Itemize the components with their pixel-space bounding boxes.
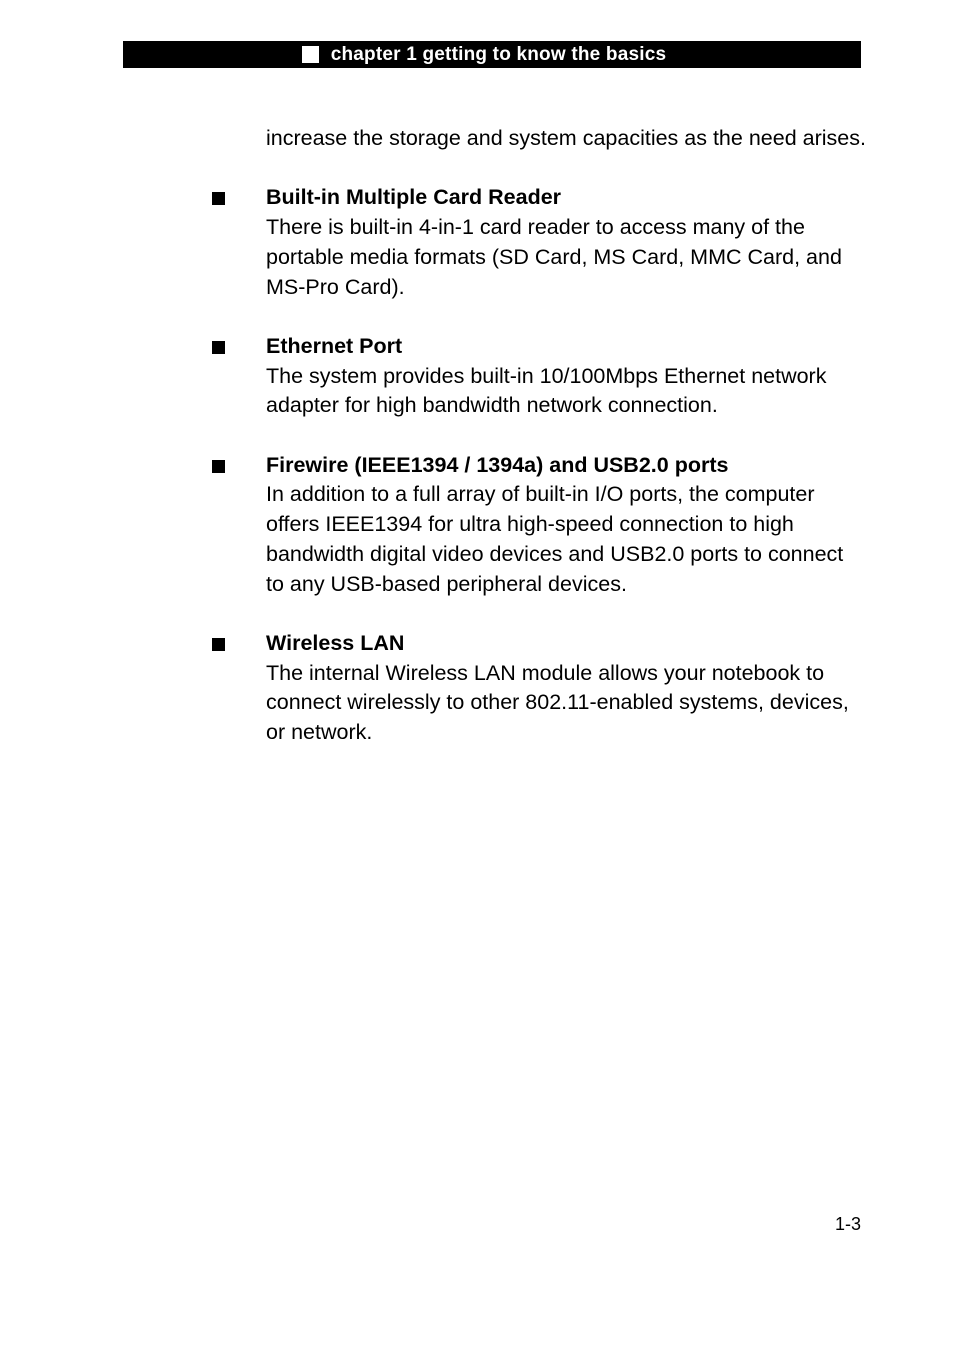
feature-title: Ethernet Port — [266, 333, 403, 358]
feature-item-firewire-usb — [266, 451, 866, 600]
page-content — [266, 124, 866, 748]
square-bullet-icon — [212, 638, 225, 651]
feature-description: The system provides built-in 10/100Mbps Ethernet network adapter for high bandwidth network connection. — [266, 363, 827, 418]
feature-title: Firewire (IEEE1394 / 1394a) and USB2.0 ports — [266, 452, 729, 477]
square-bullet-icon — [212, 192, 225, 205]
feature-description: The internal Wireless LAN module allows your notebook to connect wirelessly to other 802.11-enabled systems, devices, or network. — [266, 660, 849, 744]
chapter-title: chapter 1 getting to know the basics — [330, 43, 667, 65]
feature-title: Built-in Multiple Card Reader — [266, 185, 562, 210]
feature-item-wireless-lan — [266, 629, 866, 748]
feature-item-card-reader — [266, 183, 866, 302]
square-bullet-icon — [212, 341, 225, 354]
intro-paragraph: increase the storage and system capacities as the need arises. — [266, 126, 866, 150]
feature-title: Wireless LAN — [266, 630, 405, 655]
chapter-header-bar — [123, 41, 861, 68]
feature-description: In addition to a full array of built-in I/O ports, the computer offers IEEE1394 for ultra high-speed connection to high bandwidth digital video devices and USB2.0 ports to connect to any USB-based peripheral devices. — [266, 482, 844, 596]
feature-item-ethernet — [266, 332, 866, 421]
square-bullet-icon — [212, 460, 225, 473]
header-square-icon — [302, 46, 319, 63]
page-number: 1-3 — [834, 1214, 861, 1234]
feature-description: There is built-in 4-in-1 card reader to access many of the portable media formats (SD Card, MS Card, MMC Card, and MS-Pro Card). — [266, 215, 842, 299]
